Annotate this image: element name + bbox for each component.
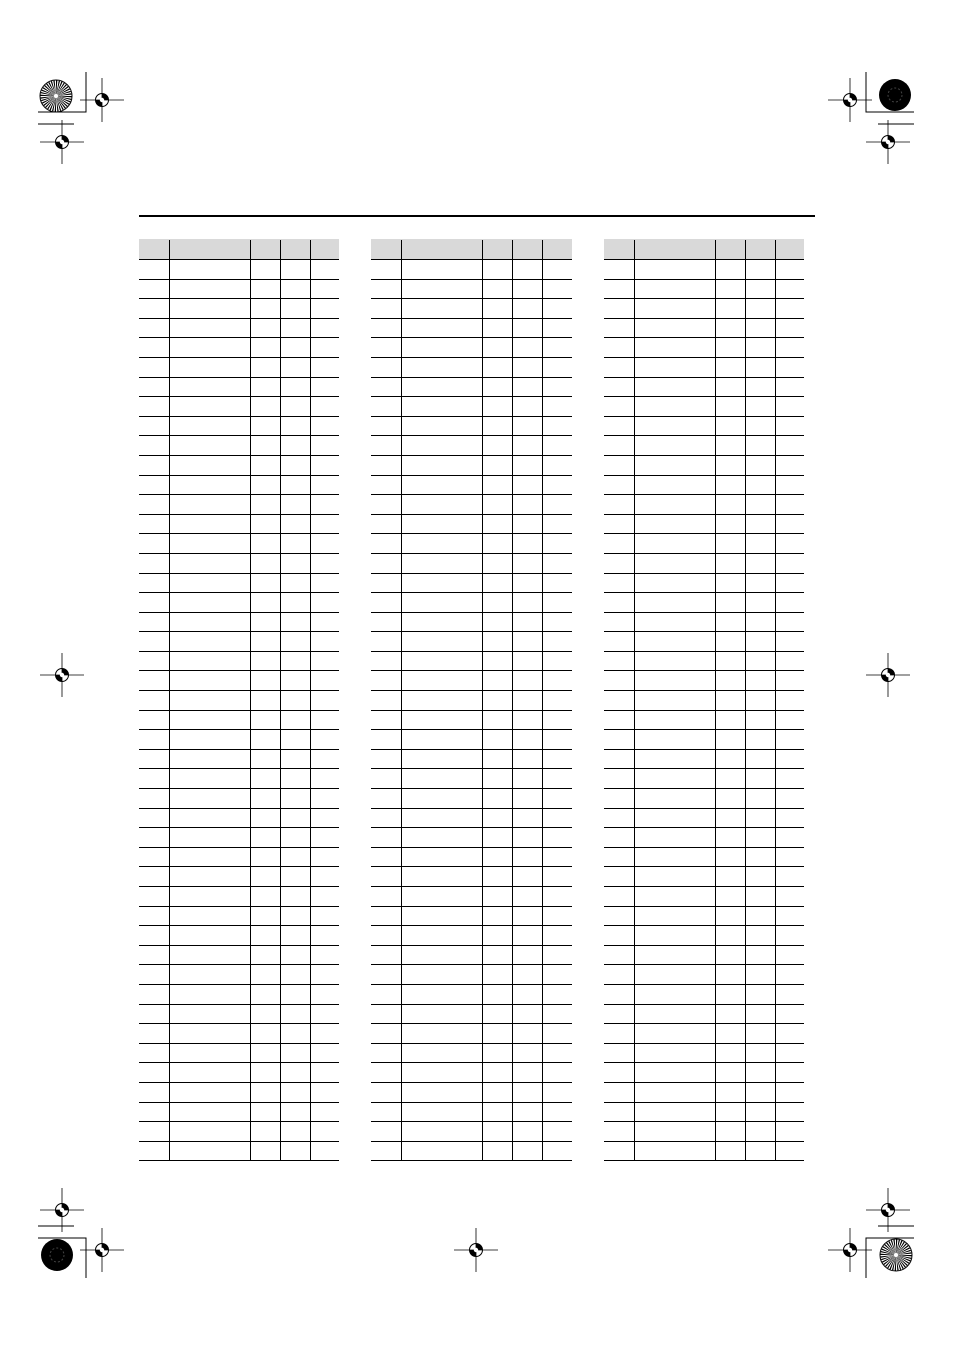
star-target-icon bbox=[880, 1239, 912, 1271]
registration-target-icon bbox=[80, 1228, 124, 1272]
registration-target-icon bbox=[40, 1188, 84, 1232]
registration-target-icon bbox=[866, 653, 910, 697]
registration-target-icon bbox=[828, 1228, 872, 1272]
registration-target-icon bbox=[80, 78, 124, 122]
registration-target-icon bbox=[866, 1188, 910, 1232]
color-target-icon bbox=[41, 1239, 73, 1271]
registration-target-icon bbox=[40, 653, 84, 697]
registration-target-icon bbox=[866, 120, 910, 164]
color-target-icon bbox=[879, 79, 911, 111]
registration-target-icon bbox=[40, 120, 84, 164]
star-target-icon bbox=[40, 80, 72, 112]
registration-target-icon bbox=[454, 1228, 498, 1272]
registration-target-icon bbox=[828, 78, 872, 122]
